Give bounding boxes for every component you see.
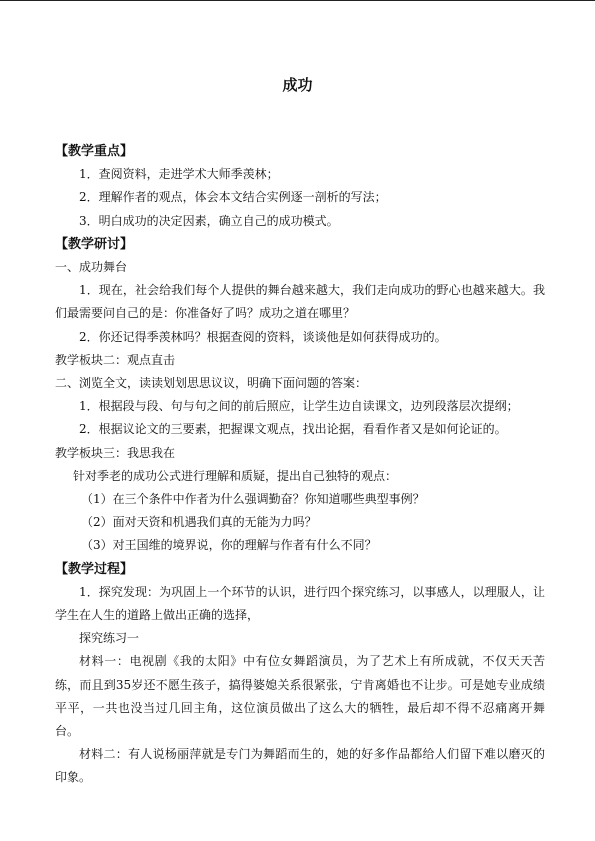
question-1: （1）在三个条件中作者为什么强调勤奋？你知道哪些典型事例？ (81, 492, 425, 507)
material-1: 材料一：电视剧《我的太阳》中有位女舞蹈演员，为了艺术上有所成就，不仅天天苦练，而且到35岁还不愿生孩子，搞得婆媳关系很紧张，宁肯离婚也不让步。可是她专业成绩平平，一共也没当过几回主角，这位演员做出了这么大的牺牲，最后却不得不忍痛离开舞台。 (55, 654, 545, 739)
block3-intro: 针对季老的成功公式进行理解和质疑，提出自己独特的观点： (73, 468, 398, 483)
focus-item-3: 3．明白成功的决定因素，确立自己的成功模式。 (79, 213, 339, 228)
page-title: 成功 (282, 76, 313, 94)
part2-paragraph-2: 2．根据议论文的三要素，把握课文观点，找出论据，看看作者又是如何论证的。 (79, 422, 507, 437)
focus-item-2: 2．理解作者的观点，体会本文结合实例逐一剖析的写法； (79, 190, 387, 205)
process-heading: 【教学过程】 (55, 561, 134, 577)
top-rule (0, 0, 595, 1)
material-2: 材料二：有人说杨丽萍就是专门为舞蹈而生的，她的好多作品都给人们留下难以磨灭的印象。 (55, 747, 545, 785)
process-paragraph-1: 1．探究发现：为巩固上一个环节的认识，进行四个探究练习，以事感人，以理服人，让学生在人生的道路上做出正确的选择， (55, 584, 545, 623)
part2-paragraph-1: 1．根据段与段、句与句之间的前后照应，让学生边自读课文，边列段落层次提纲； (79, 399, 519, 414)
research-heading: 【教学研讨】 (55, 236, 134, 252)
part1-title: 一、成功舞台 (55, 260, 128, 275)
focus-heading: 【教学重点】 (55, 144, 134, 159)
part1-paragraph-2: 2．你还记得季羡林吗？根据查阅的资料，谈谈他是如何获得成功的。 (79, 329, 447, 344)
question-2: （2）面对天资和机遇我们真的无能为力吗？ (81, 515, 317, 530)
document-body (55, 140, 545, 790)
question-3: （3）对王国维的境界说，你的理解与作者有什么不同？ (81, 538, 377, 553)
block3-title: 教学板块三：我思我在 (55, 445, 176, 460)
part1-paragraph-1: 1．现在，社会给我们每个人提供的舞台越来越大，我们走向成功的野心也越来越大。我们最需要问自己的是：你准备好了吗？成功之道在哪里？ (55, 283, 545, 321)
block2-title: 教学板块二：观点直击 (55, 352, 176, 367)
exercise-1-title: 探究练习一 (79, 631, 140, 646)
focus-item-1: 1．查阅资料，走进学术大师季羡林； (79, 167, 279, 182)
part2-title: 二、浏览全文，读读划划思思议议，明确下面问题的答案： (55, 376, 368, 391)
